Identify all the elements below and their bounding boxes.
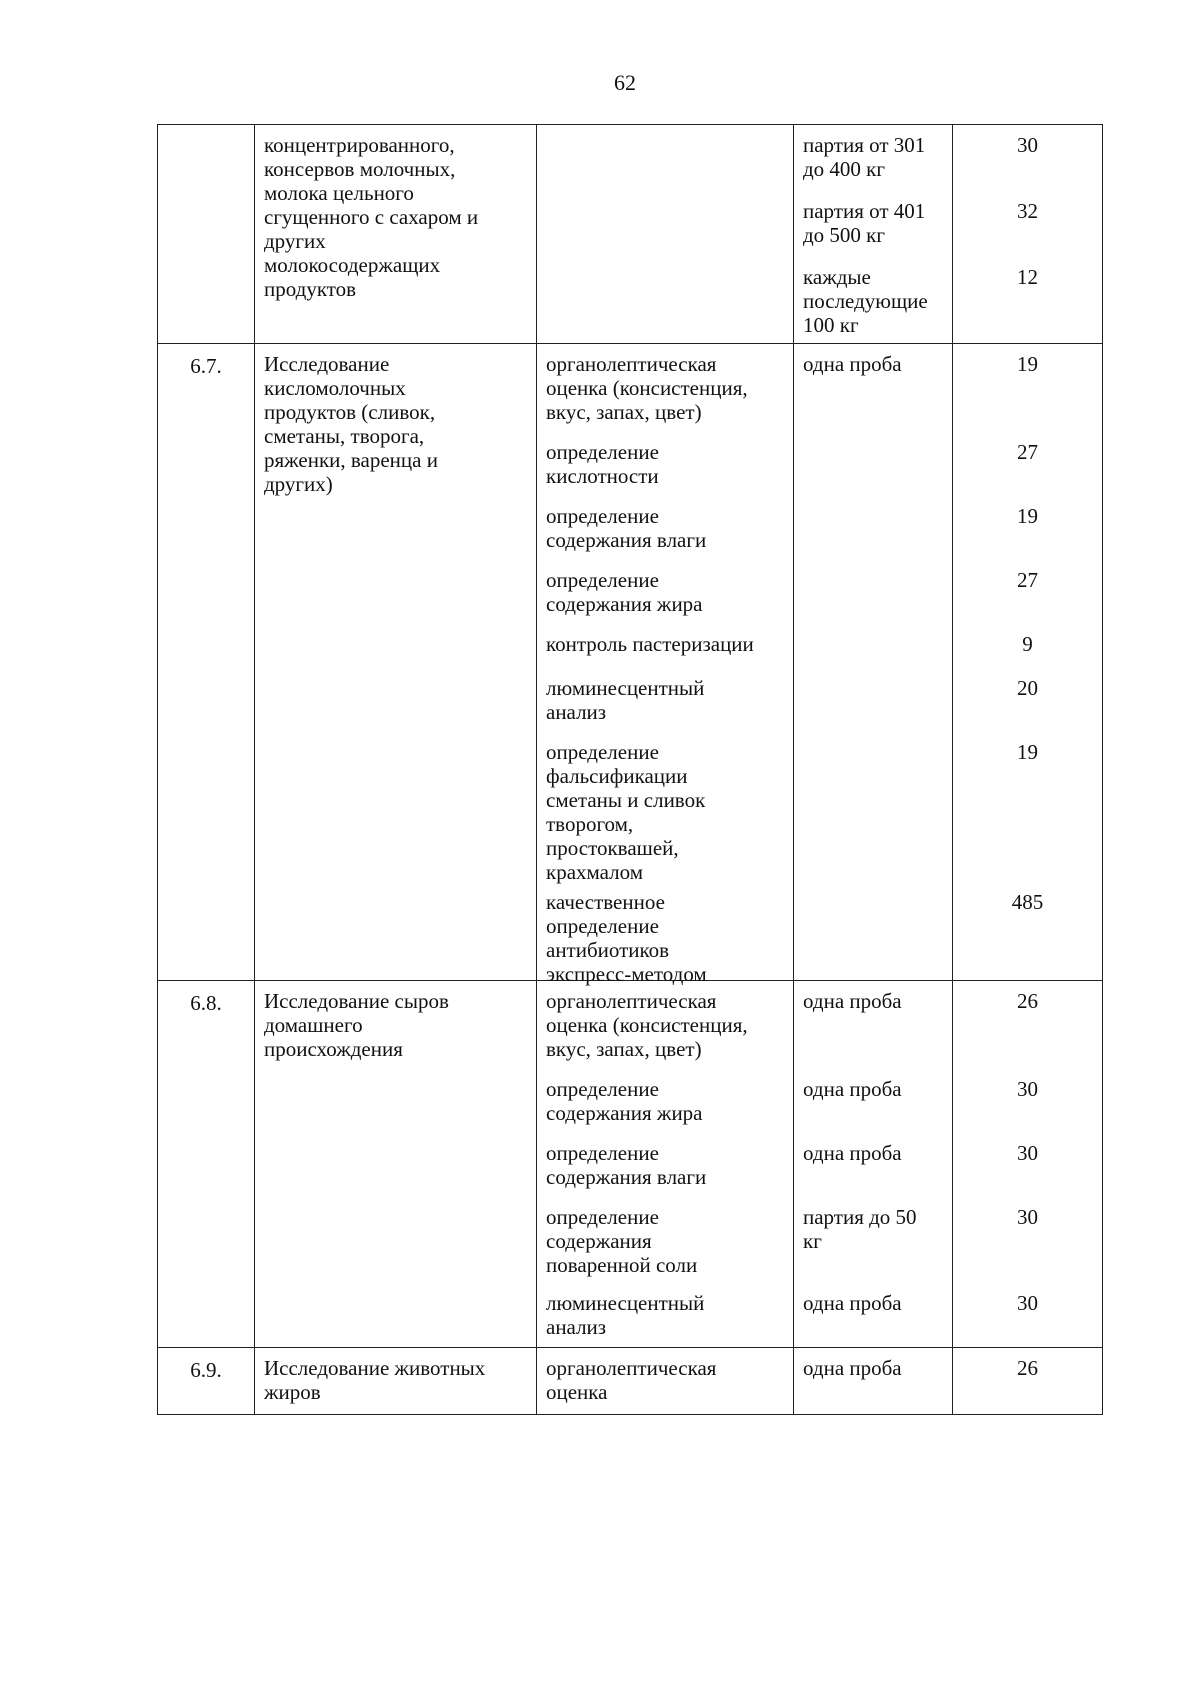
test-item-line: экспресс-методом bbox=[546, 962, 707, 986]
price-list bbox=[953, 1348, 1103, 1415]
test-item-line: определение bbox=[546, 1077, 659, 1101]
unit-item bbox=[794, 344, 952, 432]
price-value: 485 bbox=[1011, 890, 1044, 914]
test-item-line: контроль пастеризации bbox=[546, 632, 754, 656]
research-name-line: жиров bbox=[264, 1380, 321, 1404]
test-item-line: антибиотиков bbox=[546, 938, 670, 962]
unit-item bbox=[794, 1283, 952, 1347]
table-row bbox=[158, 1348, 1103, 1415]
research-name-line: происхождения bbox=[264, 1037, 403, 1061]
price-value: 32 bbox=[1017, 199, 1038, 223]
test-item-line: качественное bbox=[546, 890, 665, 914]
test-item bbox=[537, 882, 793, 986]
test-item-line: определение bbox=[546, 504, 659, 528]
price-value: 9 bbox=[1022, 632, 1033, 656]
research-name bbox=[255, 344, 537, 981]
test-item bbox=[537, 560, 793, 624]
test-item-line: определение bbox=[546, 1141, 659, 1165]
test-item-line: сметаны и сливок bbox=[546, 788, 706, 812]
table-row bbox=[158, 344, 1103, 981]
price-value: 20 bbox=[1017, 676, 1038, 700]
research-name-line: молокосодержащих bbox=[264, 253, 441, 277]
research-name-line: молока цельного bbox=[264, 181, 414, 205]
test-item-line: кислотности bbox=[546, 464, 659, 488]
unit-item-line: до 500 кг bbox=[803, 223, 886, 247]
price-value: 26 bbox=[1017, 1356, 1038, 1380]
research-name bbox=[255, 1348, 537, 1415]
price-table bbox=[157, 124, 1103, 1415]
unit-item-line: одна проба bbox=[803, 1356, 902, 1380]
test-item-line: оценка (консистенция, bbox=[546, 1013, 748, 1037]
unit-item-line: одна проба bbox=[803, 1141, 902, 1165]
research-name-line: домашнего bbox=[264, 1013, 363, 1037]
test-item-line: люминесцентный bbox=[546, 676, 705, 700]
unit-list bbox=[794, 125, 953, 344]
unit-item bbox=[794, 1348, 952, 1408]
test-item bbox=[537, 624, 793, 668]
test-item-line: органолептическая bbox=[546, 352, 717, 376]
price-value: 26 bbox=[1017, 989, 1038, 1013]
research-name-line: кисломолочных bbox=[264, 376, 406, 400]
price-value: 30 bbox=[1017, 1141, 1038, 1165]
test-list bbox=[537, 125, 794, 344]
item-number: 6.9. bbox=[158, 1348, 255, 1415]
test-list bbox=[537, 344, 794, 986]
research-name-line: продуктов (сливок, bbox=[264, 400, 436, 424]
price-list bbox=[953, 344, 1103, 981]
research-name-line: ряженки, варенца и bbox=[264, 448, 438, 472]
research-name-line: других) bbox=[264, 472, 333, 496]
test-item bbox=[537, 432, 793, 496]
price-value: 30 bbox=[1017, 1077, 1038, 1101]
test-item bbox=[537, 668, 793, 732]
test-item-line: органолептическая bbox=[546, 989, 717, 1013]
research-name-line: концентрированного, bbox=[264, 133, 455, 157]
unit-item bbox=[794, 257, 952, 343]
unit-item-line: каждые bbox=[803, 265, 871, 289]
unit-list bbox=[794, 981, 953, 1348]
unit-item bbox=[794, 1197, 952, 1283]
test-list bbox=[537, 1348, 794, 1415]
test-item-line: вкус, запах, цвет) bbox=[546, 400, 702, 424]
test-item-line: люминесцентный bbox=[546, 1291, 705, 1315]
test-item-line: анализ bbox=[546, 1315, 607, 1339]
unit-list bbox=[794, 344, 953, 981]
unit-item bbox=[794, 1069, 952, 1133]
price-value: 19 bbox=[1017, 504, 1038, 528]
price-value: 19 bbox=[1017, 740, 1038, 764]
unit-item-line: одна проба bbox=[803, 1291, 902, 1315]
unit-item-line: одна проба bbox=[803, 352, 902, 376]
test-item-line: поваренной соли bbox=[546, 1253, 698, 1277]
unit-item-line: 100 кг bbox=[803, 313, 859, 337]
test-item bbox=[537, 344, 793, 432]
table-row bbox=[158, 125, 1103, 344]
test-item-line: фальсификации bbox=[546, 764, 688, 788]
test-item-line: определение bbox=[546, 1205, 659, 1229]
unit-item bbox=[794, 1133, 952, 1197]
research-name-line: Исследование животных bbox=[264, 1356, 486, 1380]
test-item-line: определение bbox=[546, 440, 659, 464]
test-item-line: содержания bbox=[546, 1229, 652, 1253]
test-item bbox=[537, 981, 793, 1069]
price-value: 30 bbox=[1017, 1291, 1038, 1315]
price-value: 30 bbox=[1017, 133, 1038, 157]
test-item bbox=[537, 1133, 793, 1197]
test-item bbox=[537, 732, 793, 882]
price-value: 12 bbox=[1017, 265, 1038, 289]
unit-item-line: одна проба bbox=[803, 1077, 902, 1101]
research-name-line: других bbox=[264, 229, 326, 253]
test-item-line: творогом, bbox=[546, 812, 634, 836]
test-item-line: оценка bbox=[546, 1380, 608, 1404]
research-name bbox=[255, 125, 537, 344]
unit-item bbox=[794, 125, 952, 191]
price-value: 27 bbox=[1017, 568, 1038, 592]
test-item-line: содержания влаги bbox=[546, 528, 707, 552]
test-item-line: крахмалом bbox=[546, 860, 644, 884]
item-number: 6.7. bbox=[158, 344, 255, 981]
research-name-line: продуктов bbox=[264, 277, 357, 301]
test-item-line: вкус, запах, цвет) bbox=[546, 1037, 702, 1061]
test-item bbox=[537, 1283, 793, 1347]
item-number bbox=[158, 125, 255, 344]
unit-item-line: до 400 кг bbox=[803, 157, 886, 181]
test-list bbox=[537, 981, 794, 1348]
research-name bbox=[255, 981, 537, 1348]
test-item-line: определение bbox=[546, 914, 659, 938]
price-list bbox=[953, 125, 1103, 344]
research-name-line: Исследование сыров bbox=[264, 989, 449, 1013]
price-value: 27 bbox=[1017, 440, 1038, 464]
price-list bbox=[953, 981, 1103, 1348]
unit-item bbox=[794, 191, 952, 257]
test-item-line: органолептическая bbox=[546, 1356, 717, 1380]
test-item bbox=[537, 1348, 793, 1408]
test-item-line: содержания влаги bbox=[546, 1165, 707, 1189]
test-item-line: содержания жира bbox=[546, 1101, 703, 1125]
test-item-line: содержания жира bbox=[546, 592, 703, 616]
test-item-line: простоквашей, bbox=[546, 836, 679, 860]
unit-item-line: партия до 50 bbox=[803, 1205, 917, 1229]
test-item bbox=[537, 496, 793, 560]
page-number: 62 bbox=[614, 70, 636, 95]
table-row bbox=[158, 981, 1103, 1348]
research-name-line: сметаны, творога, bbox=[264, 424, 425, 448]
test-item-line: определение bbox=[546, 740, 659, 764]
research-name-line: сгущенного с сахаром и bbox=[264, 205, 479, 229]
price-value: 30 bbox=[1017, 1205, 1038, 1229]
test-item bbox=[537, 1197, 793, 1283]
unit-item-line: партия от 401 bbox=[803, 199, 926, 223]
test-item-line: оценка (консистенция, bbox=[546, 376, 748, 400]
test-item-line: определение bbox=[546, 568, 659, 592]
unit-item bbox=[794, 981, 952, 1069]
unit-item-line: последующие bbox=[803, 289, 928, 313]
unit-item-line: кг bbox=[803, 1229, 822, 1253]
price-value: 19 bbox=[1017, 352, 1038, 376]
research-name-line: консервов молочных, bbox=[264, 157, 456, 181]
test-item bbox=[537, 1069, 793, 1133]
test-item-line: анализ bbox=[546, 700, 607, 724]
unit-list bbox=[794, 1348, 953, 1415]
unit-item-line: партия от 301 bbox=[803, 133, 926, 157]
unit-item-line: одна проба bbox=[803, 989, 902, 1013]
research-name-line: Исследование bbox=[264, 352, 390, 376]
item-number: 6.8. bbox=[158, 981, 255, 1348]
